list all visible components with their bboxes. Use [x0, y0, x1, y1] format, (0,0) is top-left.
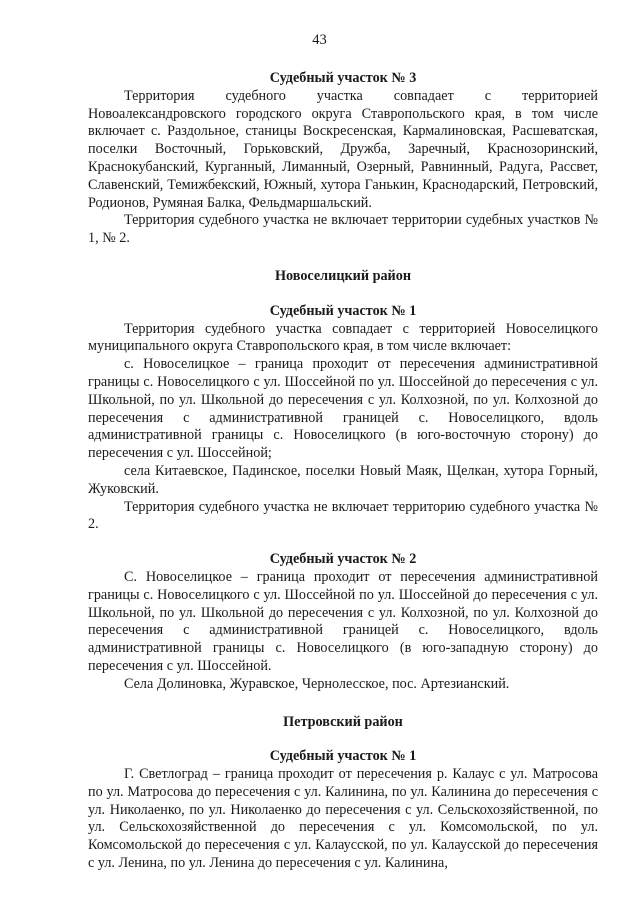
paragraph: Территория судебного участка совпадает с территорией Новоалександровского городского округа Ставропольского края, в том числе включает с. Раздольное, станицы Воскресенская, Кармалиновская, Расшеватская, поселки Восточный, Горьковский, Дружба, Заречный, Краснозоринский, Краснокубанский, Курганный, Лиманный, Озерный, Равнинный, Радуга, Рассвет, Славенский, Темижбекский, Южный, хутора Ганькин, Краснодарский, Петровский, Родионов, Румяная Балка, Фельдмаршальский. [88, 87, 598, 211]
district-heading: Петровский район [283, 713, 403, 730]
section-heading: Судебный участок № 1 [269, 302, 417, 319]
page-number: 43 [312, 32, 327, 48]
section-heading: Судебный участок № 3 [269, 70, 417, 86]
spacer [88, 694, 598, 714]
spacer [88, 248, 598, 268]
paragraph: с. Новоселицкое – граница проходит от пересечения административной границы с. Новоселицкого с ул. Шоссейной по ул. Шоссейной до пересечения с ул. Школьной, по ул. Школьной до пересечения с ул. Колхозной, по ул. Колхозной до пересечения с административной границей с. Новоселицкого, вдоль административной границы с. Новоселицкого (в юго-восточную сторону) до пересечения с ул. Шоссейной; [88, 356, 598, 462]
spacer [88, 286, 598, 303]
spacer [88, 534, 598, 551]
paragraph: С. Новоселицкое – граница проходит от пересечения административной границы с. Новоселицкого с ул. Шоссейной по ул. Шоссейной до пересечения с ул. Школьной, по ул. Школьной до пересечения с ул. Колхозной, по ул. Колхозной до пересечения с административной границей с. Новоселицкого, вдоль административной границы с. Новоселицкого (в юго-западную сторону) до пересечения с ул. Шоссейной. [88, 568, 598, 674]
district-heading: Новоселицкий район [274, 267, 411, 284]
document-body [88, 70, 598, 873]
paragraph: Села Долиновка, Журавское, Чернолесское, пос. Артезианский. [124, 675, 510, 692]
paragraph: Территория судебного участка не включает территории судебных участков № 1, № 2. [88, 212, 598, 247]
paragraph: села Китаевское, Падинское, поселки Новый Маяк, Щелкан, хутора Горный, Жуковский. [88, 462, 598, 497]
spacer [88, 731, 598, 748]
paragraph: Территория судебного участка не включает территорию судебного участка № 2. [88, 498, 598, 533]
section-heading: Судебный участок № 2 [269, 551, 417, 568]
paragraph: Г. Светлоград – граница проходит от пересечения р. Калаус с ул. Матросова по ул. Матросова до пересечения с ул. Калинина, по ул. Калинина до пересечения с ул. Николаенко, по ул. Николаенко до пересечения с ул. Сельскохозяйственной, по ул. Сельскохозяйственной до пересечения с ул. Комсомольской, по ул. Комсомольской до пересечения с ул. Калаусской, по ул. Калаусской до пересечения с ул. Ленина, по ул. Ленина до пересечения с ул. Калинина, [88, 766, 598, 872]
section-heading: Судебный участок № 1 [269, 748, 417, 765]
paragraph: Территория судебного участка совпадает с территорией Новоселицкого муниципального округа Ставропольского края, в том числе включает: [88, 320, 598, 355]
